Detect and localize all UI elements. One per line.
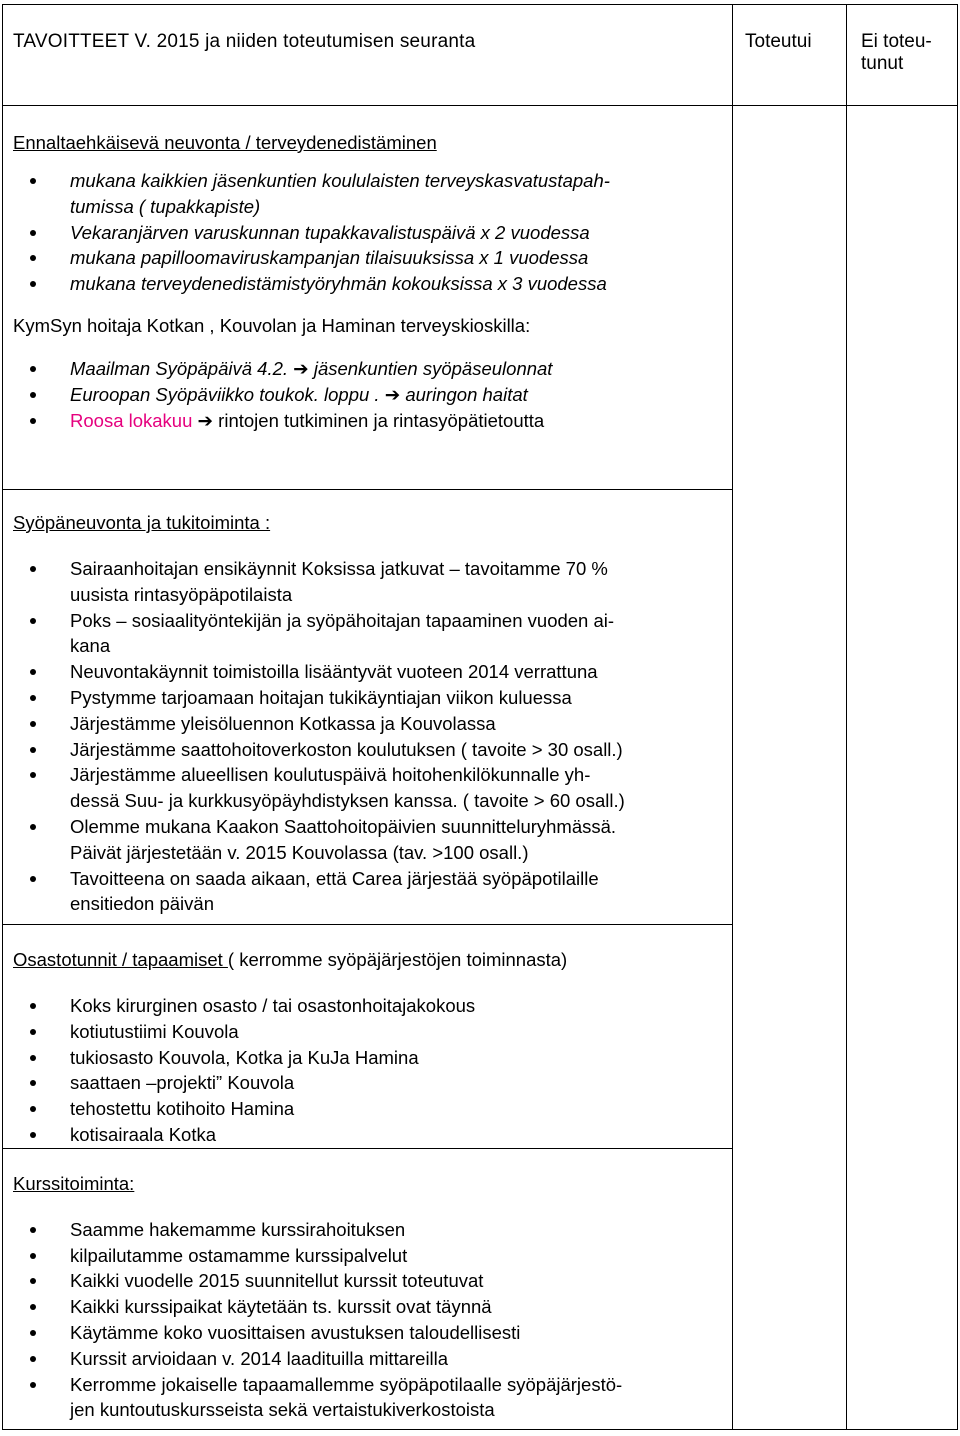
bullet-icon <box>30 1304 36 1310</box>
section-prevention-row <box>3 106 958 490</box>
list-item: tukiosasto Kouvola, Kotka ja KuJa Hamina <box>13 1045 722 1071</box>
list-item: Käytämme koko vuosittaisen avustuksen taloudellisesti <box>13 1320 722 1346</box>
bullet-icon <box>30 1003 36 1009</box>
arrow-icon: ➔ <box>384 383 401 405</box>
list-item: Kerromme jokaiselle tapaamallemme syöpäpotilaalle syöpäjärjestö- jen kuntoutuskursseista sekä vertaistukiverkostoista <box>13 1372 722 1424</box>
list-item: Tavoitteena on saada aikaan, että Carea järjestää syöpäpotilaille ensitiedon päivän <box>13 866 722 918</box>
list-item: Neuvontakäynnit toimistoilla lisääntyvät vuoteen 2014 verrattuna <box>13 659 722 685</box>
section-title: Ennaltaehkäisevä neuvonta / terveydenedistäminen <box>13 132 437 153</box>
list-item: Pystymme tarjoamaan hoitajan tukikäyntiajan viikon kuluessa <box>13 685 722 711</box>
bullet-icon <box>30 1080 36 1086</box>
list-item: Euroopan Syöpäviikko toukok. loppu . ➔ auringon haitat <box>13 382 722 408</box>
bullet-icon <box>30 747 36 753</box>
bullet-icon <box>30 1253 36 1259</box>
ward-list <box>13 993 722 1148</box>
bullet-icon <box>30 824 36 830</box>
arrow-icon: ➔ <box>197 409 214 431</box>
list-item: saattaen –projekti” Kouvola <box>13 1070 722 1096</box>
list-item: mukana papilloomaviruskampanjan tilaisuuksissa x 1 vuodessa <box>13 245 722 271</box>
bullet-icon <box>30 566 36 572</box>
list-item: Kaikki kurssipaikat käytetään ts. kurssit ovat täynnä <box>13 1294 722 1320</box>
goals-table <box>2 4 958 1430</box>
bullet-icon <box>30 178 36 184</box>
done-column <box>733 106 847 1430</box>
bullet-icon <box>30 1356 36 1362</box>
bullet-icon <box>30 618 36 624</box>
kiosk-title: KymSyn hoitaja Kotkan , Kouvolan ja Haminan terveyskioskilla: <box>13 314 531 336</box>
bullet-icon <box>30 1106 36 1112</box>
bullet-icon <box>30 366 36 372</box>
bullet-icon <box>30 1055 36 1061</box>
header-not-done: Ei toteu- tunut <box>847 5 958 106</box>
courses-list <box>13 1217 722 1423</box>
header-done: Toteutui <box>733 5 847 106</box>
bullet-icon <box>30 281 36 287</box>
kiosk-list <box>13 356 722 433</box>
not-done-column <box>847 106 958 1430</box>
section-prevention <box>3 106 733 490</box>
section-title: Kurssitoiminta: <box>13 1172 135 1194</box>
bullet-icon <box>30 1278 36 1284</box>
bullet-icon <box>30 392 36 398</box>
bullet-icon <box>30 695 36 701</box>
bullet-icon <box>30 1029 36 1035</box>
arrow-icon: ➔ <box>293 357 309 379</box>
bullet-icon <box>30 418 36 424</box>
list-item: Vekaranjärven varuskunnan tupakkavalistuspäivä x 2 vuodessa <box>13 220 722 246</box>
counseling-list <box>13 556 722 917</box>
bullet-icon <box>30 1330 36 1336</box>
list-item: Kurssit arvioidaan v. 2014 laadituilla mittareilla <box>13 1346 722 1372</box>
section-courses <box>3 1148 733 1429</box>
section-counseling <box>3 490 733 925</box>
bullet-icon <box>30 255 36 261</box>
prevention-list <box>13 168 722 297</box>
list-item: kotiutustiimi Kouvola <box>13 1019 722 1045</box>
bullet-icon <box>30 669 36 675</box>
list-item: Järjestämme yleisöluennon Kotkassa ja Kouvolassa <box>13 711 722 737</box>
bullet-icon <box>30 772 36 778</box>
list-item: Saamme hakemamme kurssirahoituksen <box>13 1217 722 1243</box>
list-item: Järjestämme saattohoitoverkoston koulutuksen ( tavoite > 30 osall.) <box>13 737 722 763</box>
section-title: Syöpäneuvonta ja tukitoiminta : <box>13 512 271 533</box>
list-item: mukana terveydenedistämistyöryhmän kokouksissa x 3 vuodessa <box>13 271 722 297</box>
list-item: tehostettu kotihoito Hamina <box>13 1096 722 1122</box>
list-item: Maailman Syöpäpäivä 4.2. ➔ jäsenkuntien syöpäseulonnat <box>13 356 722 382</box>
list-item: Kaikki vuodelle 2015 suunnitellut kurssit toteutuvat <box>13 1268 722 1294</box>
list-item: Koks kirurginen osasto / tai osastonhoitajakokous <box>13 993 722 1019</box>
bullet-icon <box>30 876 36 882</box>
bullet-icon <box>30 1382 36 1388</box>
list-item: Järjestämme alueellisen koulutuspäivä hoitohenkilökunnalle yh- dessä Suu- ja kurkkusyöpäyhdistyksen kanssa. ( tavoite > 60 osall.) <box>13 762 722 814</box>
list-item: kilpailutamme ostamamme kurssipalvelut <box>13 1243 722 1269</box>
header-row <box>3 5 958 106</box>
list-item: Roosa lokakuu ➔ rintojen tutkiminen ja rintasyöpätietoutta <box>13 408 722 434</box>
bullet-icon <box>30 721 36 727</box>
list-item: Olemme mukana Kaakon Saattohoitopäivien suunnitteluryhmässä. Päivät järjestetään v. 2015 Kouvolassa (tav. >100 osall.) <box>13 814 722 866</box>
header-title: TAVOITTEET V. 2015 ja niiden toteutumisen seuranta <box>3 5 733 106</box>
section-ward <box>3 925 733 1149</box>
list-item: mukana kaikkien jäsenkuntien koululaisten terveyskasvatustapah- tumissa ( tupakkapiste) <box>13 168 722 220</box>
list-item: Sairaanhoitajan ensikäynnit Koksissa jatkuvat – tavoitamme 70 % uusista rintasyöpäpotilaista <box>13 556 722 608</box>
list-item: kotisairaala Kotka <box>13 1122 722 1148</box>
section-title: Osastotunnit / tapaamiset ( kerromme syöpäjärjestöjen toiminnasta) <box>13 949 568 970</box>
list-item: Poks – sosiaalityöntekijän ja syöpähoitajan tapaaminen vuoden ai- kana <box>13 608 722 660</box>
bullet-icon <box>30 1132 36 1138</box>
bullet-icon <box>30 1227 36 1233</box>
bullet-icon <box>30 230 36 236</box>
